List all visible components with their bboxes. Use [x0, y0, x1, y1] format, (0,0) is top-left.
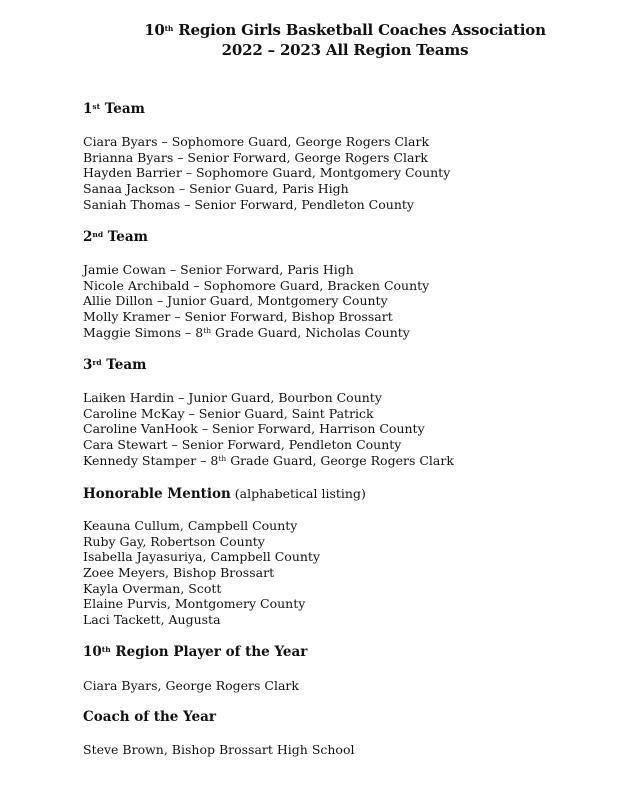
- player-of-year-list: [83, 678, 299, 694]
- honorable-mention-heading: Honorable Mention (alphabetical listing): [83, 486, 366, 502]
- list-item: Allie Dillon – Junior Guard, Montgomery County: [83, 293, 388, 309]
- first-team-list: [83, 134, 450, 212]
- list-item: Laiken Hardin – Junior Guard, Bourbon County: [83, 390, 382, 405]
- honorable-mention-list: [83, 518, 320, 628]
- list-item: Ciara Byars – Sophomore Guard, George Rogers Clark: [83, 134, 430, 149]
- list-item: Sanaa Jackson – Senior Guard, Paris High: [83, 181, 349, 197]
- third-team-list: [83, 390, 454, 468]
- coach-of-year-winner: Steve Brown, Bishop Brossart High School: [83, 742, 355, 757]
- list-item: Keauna Cullum, Campbell County: [83, 518, 298, 533]
- list-item: Kayla Overman, Scott: [83, 580, 222, 596]
- player-of-year-winner: Ciara Byars, George Rogers Clark: [83, 678, 299, 693]
- list-item: Zoee Meyers, Bishop Brossart: [83, 565, 275, 581]
- list-item: Ruby Gay, Robertson County: [83, 533, 265, 549]
- document-title: 10th Region Girls Basketball Coaches Association: [144, 21, 546, 39]
- list-item: Jamie Cowan – Senior Forward, Paris High: [83, 262, 354, 277]
- coach-of-year-list: [83, 742, 354, 758]
- coach-of-year-heading: Coach of the Year: [83, 709, 216, 725]
- third-team-heading: 3rd Team: [83, 357, 147, 373]
- second-team-heading: 2nd Team: [83, 229, 148, 245]
- list-item: Hayden Barrier – Sophomore Guard, Montgomery County: [83, 165, 451, 181]
- list-item: Brianna Byars – Senior Forward, George Rogers Clark: [83, 149, 428, 165]
- list-item: Kennedy Stamper – 8th Grade Guard, George Rogers Clark: [83, 452, 454, 468]
- list-item: Nicole Archibald – Sophomore Guard, Bracken County: [83, 277, 430, 293]
- list-item: Cara Stewart – Senior Forward, Pendleton County: [83, 437, 402, 453]
- list-item: Caroline VanHook – Senior Forward, Harrison County: [83, 421, 425, 437]
- second-team-list: [83, 262, 429, 340]
- list-item: Molly Kramer – Senior Forward, Bishop Brossart: [83, 309, 393, 325]
- list-item: Isabella Jayasuriya, Campbell County: [83, 549, 321, 565]
- first-team-heading: 1st Team: [83, 101, 145, 117]
- list-item: Saniah Thomas – Senior Forward, Pendleton County: [83, 196, 414, 212]
- list-item: Caroline McKay – Senior Guard, Saint Patrick: [83, 405, 374, 421]
- list-item: Laci Tackett, Augusta: [83, 612, 221, 628]
- player-of-year-heading: 10th Region Player of the Year: [83, 644, 308, 660]
- list-item: Maggie Simons – 8th Grade Guard, Nicholas County: [83, 324, 410, 340]
- list-item: Elaine Purvis, Montgomery County: [83, 596, 306, 612]
- document-subtitle: 2022 – 2023 All Region Teams: [221, 41, 469, 59]
